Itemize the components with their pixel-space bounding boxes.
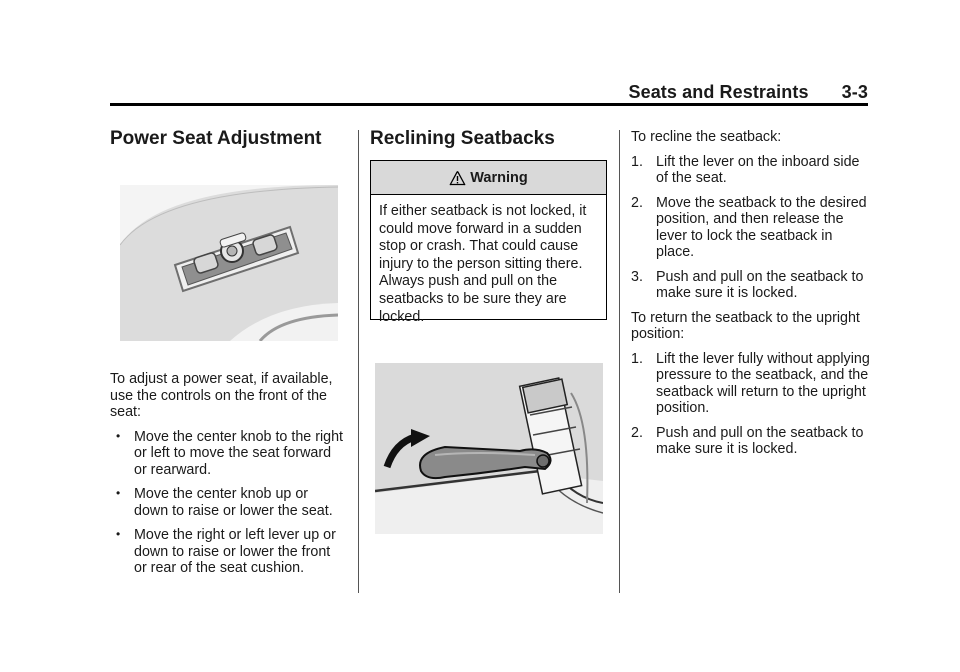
list-item: • Move the center knob to the right or left to move the seat forward or rearward. [110,429,345,479]
column-divider-2 [619,130,620,593]
column-divider-1 [358,130,359,593]
step-text: Lift the lever fully without applying pressure to the seatback, and the seatback will return to the upright position. [656,350,870,416]
page-header [628,82,868,103]
power-seat-controls-illustration [120,185,338,341]
list-item [631,195,871,261]
warning-text: If either seatback is not locked, it could move forward in a sudden stop or crash. That could cause injury to the person sitting there. Always push and pull on the seatbacks to be sure they are locked. [379,203,587,325]
return-step-list [631,351,871,458]
seatback-lever-illustration [375,363,603,534]
step-number: 2. [631,194,643,211]
page-number: 3-3 [841,82,868,102]
list-item [631,154,871,187]
step-text: Move the seatback to the desired position, and then release the lever to lock the seatback in place. [656,194,867,260]
step-number: 2. [631,424,643,441]
step-text: Push and pull on the seatback to make sure it is locked. [656,268,864,301]
power-seat-intro: To adjust a power seat, if available, use the controls on the front of the seat: [110,371,333,420]
step-number: 1. [631,153,643,170]
section-title: Seats and Restraints [628,82,809,102]
list-item [631,269,871,302]
warning-box [370,160,607,325]
warning-triangle-icon [449,170,466,186]
step-text: Lift the lever on the inboard side of the seat. [656,153,860,186]
recline-intro: To recline the seatback: [631,129,782,145]
warning-header [371,161,606,195]
step-number: 3. [631,268,643,285]
list-item [631,425,871,458]
step-text: Push and pull on the seatback to make sure it is locked. [656,424,864,457]
power-seat-text [110,371,345,585]
header-rule [110,103,868,106]
return-intro: To return the seatback to the upright position: [631,309,860,342]
recline-instructions [631,129,871,466]
list-item [631,351,871,417]
heading-power-seat: Power Seat Adjustment [110,128,322,149]
step-number: 1. [631,350,643,367]
warning-title: Warning [470,169,528,186]
power-seat-bullet-list [110,429,345,577]
list-item: • Move the right or left lever up or down to raise or lower the front or rear of the seat cushion. [110,527,345,577]
list-item: • Move the center knob up or down to raise or lower the seat. [110,486,345,519]
recline-step-list [631,154,871,302]
heading-reclining-seatbacks: Reclining Seatbacks [370,128,555,149]
